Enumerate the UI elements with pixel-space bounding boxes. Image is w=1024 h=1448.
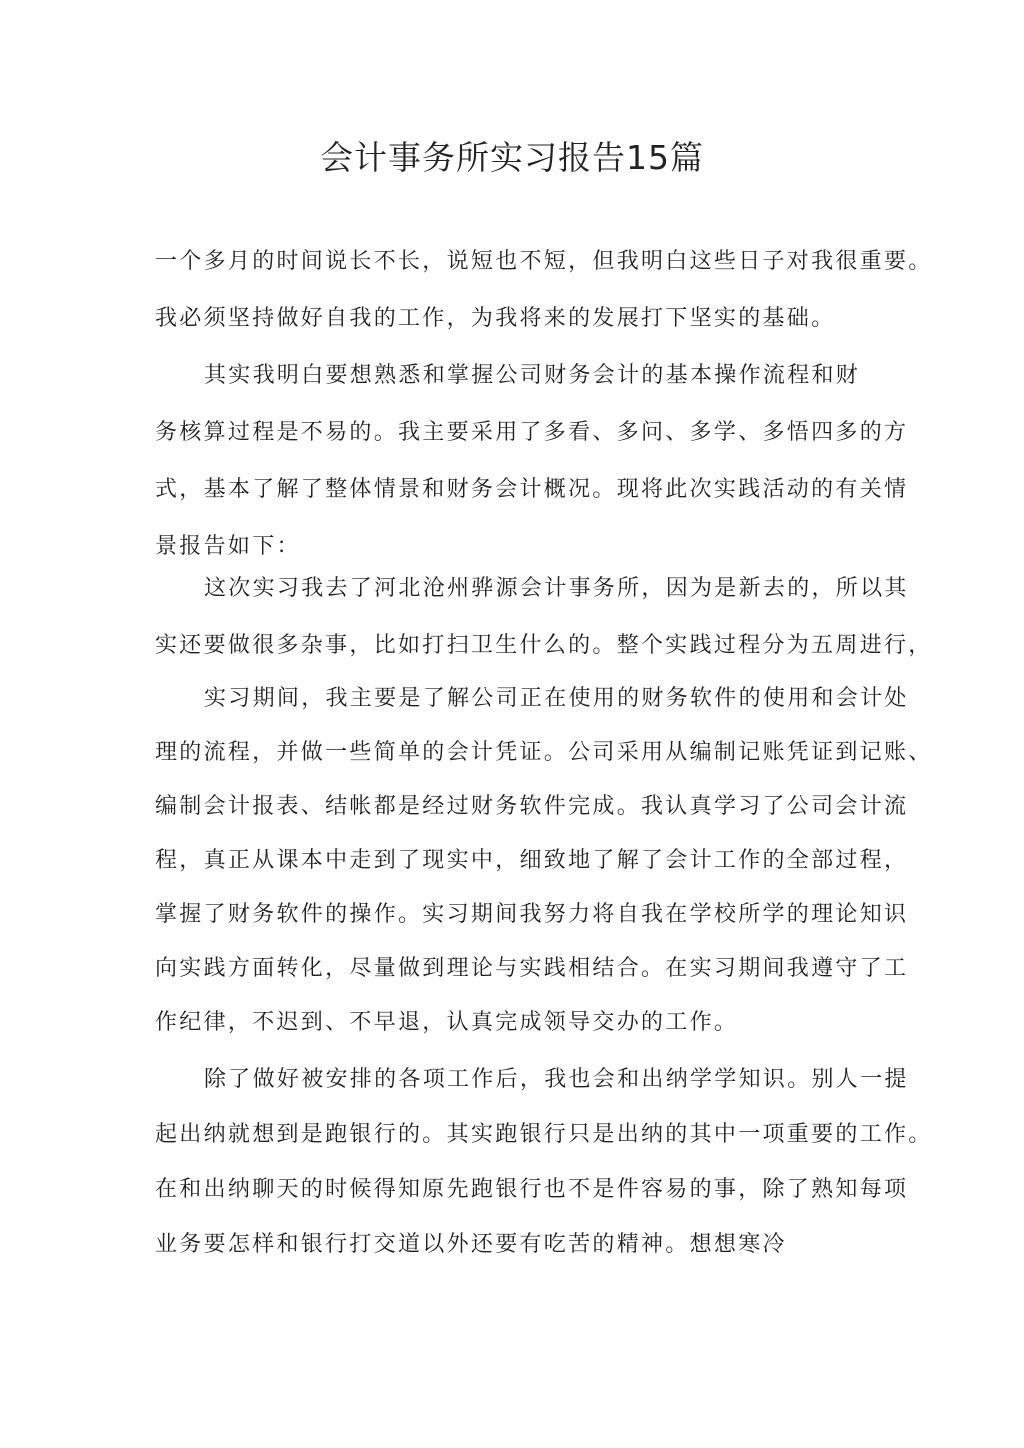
text-line: 起出纳就想到是跑银行的。其实跑银行只是出纳的其中一项重要的工作。 [155,1122,933,1147]
text-line: 实还要做很多杂事，比如打扫卫生什么的。整个实践过程分为五周进行， [155,633,933,658]
text-line: 掌握了财务软件的操作。实习期间我努力将自我在学校所学的理论知识 [155,902,909,927]
text-line: 作纪律，不迟到、不早退，认真完成领导交办的工作。 [155,1010,739,1035]
text-line: 业务要怎样和银行打交道以外还要有吃苦的精神。想想寒冷 [155,1232,787,1257]
text-line: 理的流程，并做一些简单的会计凭证。公司采用从编制记账凭证到记账、 [155,740,933,765]
text-line: 程，真正从课本中走到了现实中，细致地了解了会计工作的全部过程， [155,848,909,873]
text-line: 式，基本了解了整体情景和财务会计概况。现将此次实践活动的有关情 [155,477,909,502]
text-line: 在和出纳聊天的时候得知原先跑银行也不是件容易的事，除了熟知每项 [155,1177,909,1202]
text-line: 我必须坚持做好自我的工作，为我将来的发展打下坚实的基础。 [155,306,836,331]
text-line: 一个多月的时间说长不长，说短也不短，但我明白这些日子对我很重要。 [155,249,933,274]
text-line: 向实践方面转化，尽量做到理论与实践相结合。在实习期间我遵守了工 [155,956,909,981]
text-line: 编制会计报表、结帐都是经过财务软件完成。我认真学习了公司会计流 [155,794,909,819]
text-line: 这次实习我去了河北沧州骅源会计事务所，因为是新去的，所以其 [204,576,909,601]
text-line: 其实我明白要想熟悉和掌握公司财务会计的基本操作流程和财 [204,363,861,388]
text-line: 务核算过程是不易的。我主要采用了多看、多问、多学、多悟四多的方 [155,420,909,445]
text-line: 实习期间，我主要是了解公司正在使用的财务软件的使用和会计处 [204,686,909,711]
text-line: 景报告如下： [155,534,301,559]
document-title: 会计事务所实习报告15篇 [320,138,704,177]
text-line: 除了做好被安排的各项工作后，我也会和出纳学学知识。别人一提 [204,1067,909,1092]
